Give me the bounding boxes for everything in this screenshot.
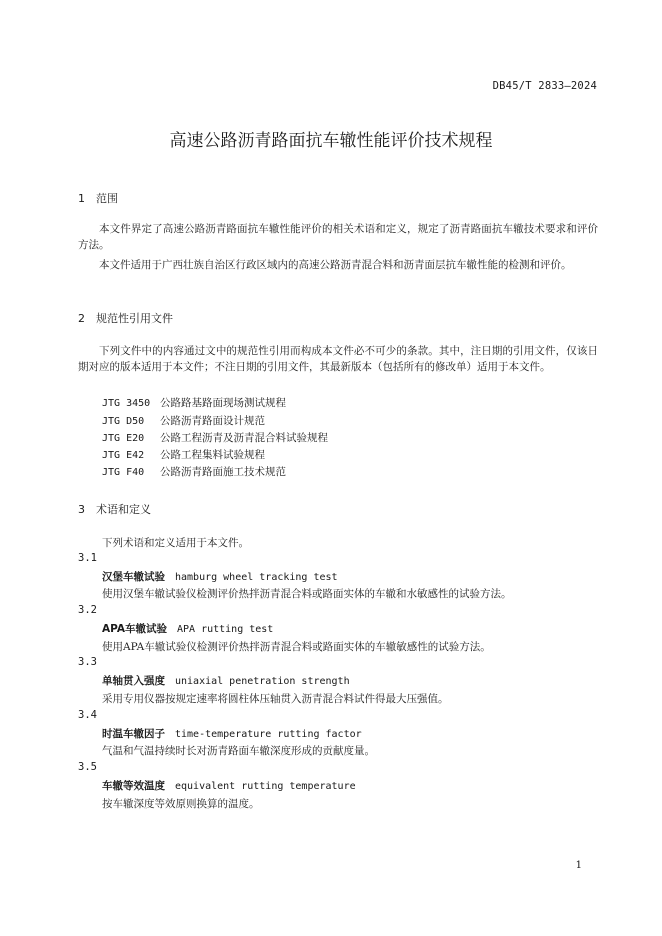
page-number: 1 xyxy=(575,860,582,871)
term-cn: APA车辙试验 xyxy=(102,623,167,635)
section-number: 3 xyxy=(78,503,85,516)
document-title: 高速公路沥青路面抗车辙性能评价技术规程 xyxy=(169,131,493,151)
term-cn: 时温车辙因子 xyxy=(102,728,165,740)
term-en: hamburg wheel tracking test xyxy=(175,572,338,583)
term-number: 3.1 xyxy=(78,552,97,564)
terms-intro: 下列术语和定义适用于本文件。 xyxy=(102,537,249,549)
reference-code: JTG D50 xyxy=(102,416,145,427)
term-number: 3.4 xyxy=(78,709,97,721)
reference-code: JTG F40 xyxy=(102,467,145,478)
term-cn: 单轴贯入强度 xyxy=(102,675,165,687)
scope-paragraph-1: 本文件界定了高速公路沥青路面抗车辙性能评价的相关术语和定义，规定了沥青路面抗车辙技术要求和评价方法。 xyxy=(78,223,598,251)
term-en: time-temperature rutting factor xyxy=(175,729,362,740)
term-en: equivalent rutting temperature xyxy=(175,781,356,792)
reference-code: JTG 3450 xyxy=(102,398,151,409)
term-number: 3.3 xyxy=(78,656,97,668)
term-title xyxy=(102,778,356,793)
term-definition: 采用专用仪器按规定速率将圆柱体压轴贯入沥青混合料试件得最大压强值。 xyxy=(102,693,449,705)
scope-paragraph-2: 本文件适用于广西壮族自治区行政区域内的高速公路沥青混合料和沥青面层抗车辙性能的检测和评价。 xyxy=(99,259,572,271)
term-title xyxy=(102,726,362,741)
reference-item xyxy=(102,464,286,481)
term-title xyxy=(102,569,338,584)
section-number: 1 xyxy=(78,192,85,205)
reference-name: 公路沥青路面设计规范 xyxy=(160,415,265,427)
section-title: 规范性引用文件 xyxy=(96,312,173,325)
term-number: 3.5 xyxy=(78,761,97,773)
reference-code: JTG E20 xyxy=(102,433,145,444)
section-heading-terms xyxy=(78,501,151,517)
reference-name: 公路沥青路面施工技术规范 xyxy=(160,466,286,478)
term-title xyxy=(102,673,350,688)
reference-name: 公路工程集料试验规程 xyxy=(160,449,265,461)
standard-number: DB45/T 2833—2024 xyxy=(492,80,597,92)
references-intro: 下列文件中的内容通过文中的规范性引用而构成本文件必不可少的条款。其中，注日期的引用文件，仅该日期对应的版本适用于本文件；不注日期的引用文件，其最新版本（包括所有的修改单）适用于本文件。 xyxy=(78,345,598,373)
term-en: APA rutting test xyxy=(176,624,274,635)
term-cn: 汉堡车辙试验 xyxy=(102,571,165,583)
section-title: 范围 xyxy=(96,192,118,205)
reference-name: 公路工程沥青及沥青混合料试验规程 xyxy=(160,432,328,444)
reference-code: JTG E42 xyxy=(102,450,145,461)
reference-item xyxy=(102,413,265,430)
reference-item xyxy=(102,395,286,412)
section-number: 2 xyxy=(78,312,85,325)
term-definition: 使用APA车辙试验仪检测评价热拌沥青混合料或路面实体的车辙敏感性的试验方法。 xyxy=(102,641,491,653)
term-definition: 按车辙深度等效原则换算的温度。 xyxy=(102,798,260,810)
section-title: 术语和定义 xyxy=(96,503,151,516)
term-title xyxy=(102,621,273,636)
reference-item xyxy=(102,447,265,464)
term-definition: 使用汉堡车辙试验仪检测评价热拌沥青混合料或路面实体的车辙和水敏感性的试验方法。 xyxy=(102,588,512,600)
reference-item xyxy=(102,430,328,447)
section-heading-scope xyxy=(78,190,118,206)
term-definition: 气温和气温持续时长对沥青路面车辙深度形成的贡献度量。 xyxy=(102,745,375,757)
section-heading-references xyxy=(78,310,173,326)
term-number: 3.2 xyxy=(78,604,97,616)
term-en: uniaxial penetration strength xyxy=(175,676,350,687)
reference-name: 公路路基路面现场测试规程 xyxy=(160,397,286,409)
term-cn: 车辙等效温度 xyxy=(102,780,165,792)
